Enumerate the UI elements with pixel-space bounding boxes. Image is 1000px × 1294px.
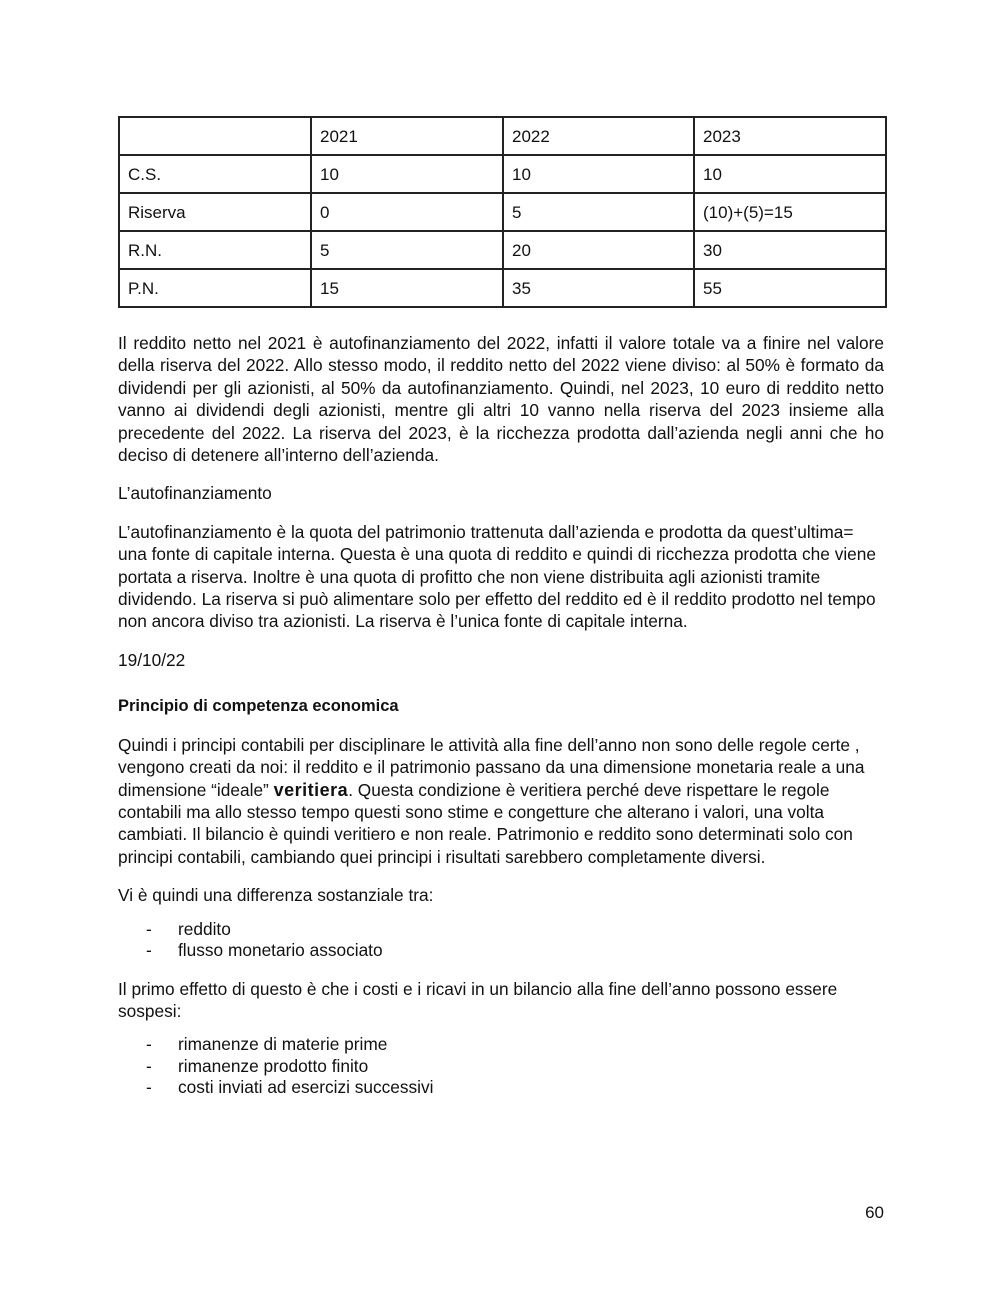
list-item-text: rimanenze prodotto finito [178, 1055, 369, 1076]
paragraph-primo-effetto: Il primo effetto di questo è che i costi e i ricavi in un bilancio alla fine dell’anno possono essere sospesi: [118, 978, 838, 1021]
paragraph-reddito-netto: Il reddito netto nel 2021 è autofinanziamento del 2022, infatti il valore totale va a finire nel valore della riserva del 2022. Allo stesso modo, il reddito netto del 2022 viene diviso: al 50% è formato da dividendi per gli azionisti, al 50% da autofinanziamento. Quindi, nel 2023, 10 euro di reddito netto vanno ai dividendi degli azionisti, mentre gli altri 10 vanno nella riserva del 2023 insieme alla precedente del 2022. La riserva del 2023, è la ricchezza prodotta dall’azienda negli anni che ho deciso di detenere all’interno dell’azienda. [118, 333, 884, 466]
paragraph-autofinanziamento: L’autofinanziamento è la quota del patrimonio trattenuta dall’azienda e prodotta da quest’ultima= una fonte di capitale interna. Questa è una quota di reddito e quindi di ricchezza prodotta che viene portata a riserva. Inoltre è una quota di profitto che non viene distribuita agli azionisti tramite dividendo. La riserva si può alimentare solo per effetto del reddito ed è il reddito prodotto nel tempo non ancora diviso tra azionisti. La riserva è l’unica fonte di capitale interna. [118, 521, 877, 632]
dash-list-sospesi [118, 1034, 884, 1099]
table-header-row [119, 117, 886, 155]
table-cell: 0 [311, 193, 503, 231]
list-item-text: rimanenze di materie prime [178, 1034, 388, 1055]
table-cell: 5 [503, 193, 694, 231]
table-row [119, 231, 886, 269]
emphasized-word: veritiera [273, 779, 349, 800]
paragraph-principi-contabili [118, 734, 884, 868]
lecture-date: 19/10/22 [118, 649, 186, 670]
list-item-text: flusso monetario associato [178, 940, 383, 961]
dash-bullet: - [146, 1055, 152, 1076]
list-item [118, 1077, 884, 1099]
dash-bullet: - [146, 918, 152, 939]
table-cell: 2022 [503, 117, 694, 155]
dash-bullet: - [146, 1034, 152, 1055]
list-item [118, 940, 884, 962]
table-cell: (10)+(5)=15 [694, 193, 886, 231]
table-row [119, 155, 886, 193]
paragraph-text-start: Quindi i principi contabili per disciplinare le attività alla fine dell’anno non sono delle regole certe , vengono creati da noi: il reddito e il patrimonio passano da una dimensione monetaria reale a una dimensione “ideale” [118, 734, 865, 800]
paragraph-text-end: . Questa condizione è veritiera perché deve rispettare le regole contabili ma allo stesso tempo questi sono stime e congetture che alterano i valori, una volta cambiati. Il bilancio è quindi veritiero e non reale. Patrimonio e reddito sono determinati solo con principi contabili, cambiando quei principi i risultati sarebbero completamente diversi. [118, 779, 853, 867]
table-cell [119, 117, 311, 155]
table-cell: 10 [311, 155, 503, 193]
dash-list-differenza [118, 919, 884, 962]
page-number: 60 [865, 1203, 884, 1222]
table-cell: 35 [503, 269, 694, 307]
table-cell: P.N. [119, 269, 311, 307]
autofinanziamento-title: L’autofinanziamento [118, 483, 272, 504]
list-item [118, 1056, 884, 1078]
table-cell: C.S. [119, 155, 311, 193]
table-cell: Riserva [119, 193, 311, 231]
table-cell: R.N. [119, 231, 311, 269]
table-row [119, 269, 886, 307]
table-cell: 2023 [694, 117, 886, 155]
document-page [118, 116, 884, 1099]
table-cell: 10 [694, 155, 886, 193]
table-cell: 15 [311, 269, 503, 307]
table-cell: 10 [503, 155, 694, 193]
table-cell: 2021 [311, 117, 503, 155]
dash-bullet: - [146, 1077, 152, 1098]
table-cell: 55 [694, 269, 886, 307]
table-row [119, 193, 886, 231]
list-item-text: costi inviati ad esercizi successivi [178, 1077, 434, 1098]
table-cell: 20 [503, 231, 694, 269]
table-cell: 5 [311, 231, 503, 269]
table-cell: 30 [694, 231, 886, 269]
section-title: Principio di competenza economica [118, 697, 399, 716]
list-item [118, 1034, 884, 1056]
financial-table [118, 116, 887, 308]
list-item [118, 919, 884, 941]
paragraph-differenza: Vi è quindi una differenza sostanziale tra: [118, 885, 434, 906]
list-item-text: reddito [178, 918, 231, 939]
dash-bullet: - [146, 940, 152, 961]
